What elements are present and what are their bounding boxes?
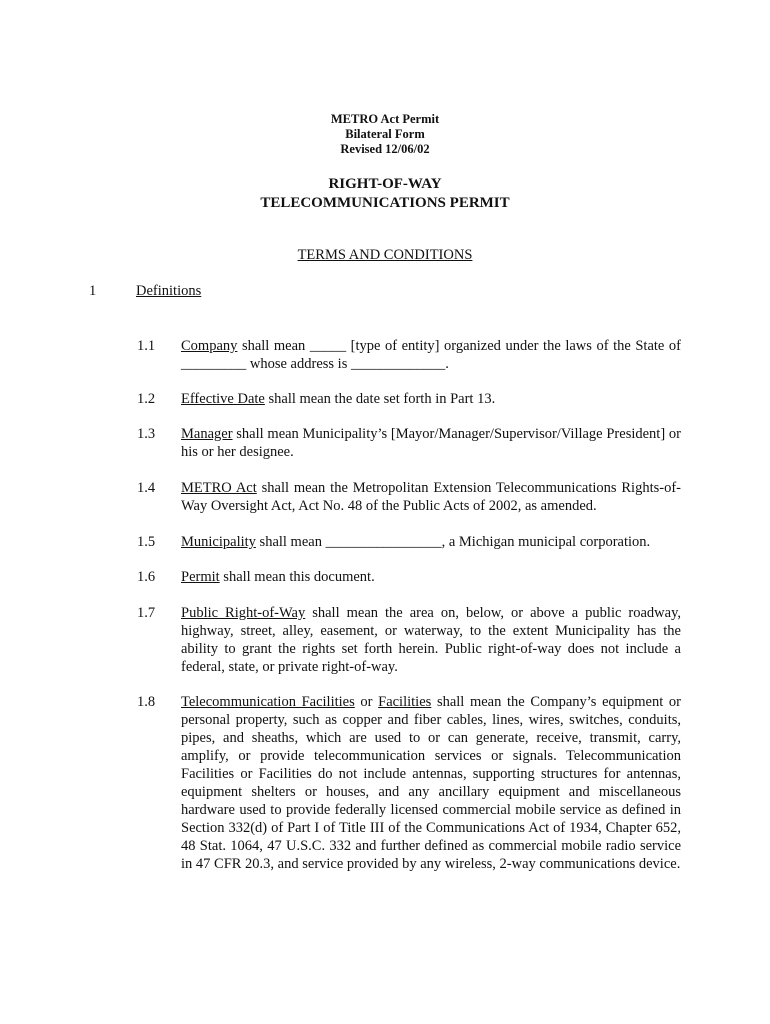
terms-heading: TERMS AND CONDITIONS bbox=[297, 247, 473, 263]
document-title bbox=[0, 175, 770, 213]
definition-text: shall mean ________________, a Michigan municipal corporation. bbox=[255, 534, 651, 550]
definition-term: Manager bbox=[181, 426, 233, 442]
definition-body bbox=[181, 604, 681, 676]
definition-number: 1.4 bbox=[137, 480, 156, 496]
definition-number: 1.8 bbox=[137, 694, 156, 710]
definition-number: 1.2 bbox=[137, 391, 156, 407]
definition-number: 1.6 bbox=[137, 569, 156, 585]
definition-text: shall mean the date set forth in Part 13. bbox=[264, 391, 496, 407]
definition-number: 1.3 bbox=[137, 426, 156, 442]
definition-body bbox=[181, 479, 681, 515]
document-title-line-1: RIGHT-OF-WAY bbox=[328, 176, 442, 192]
definition-connector: or bbox=[354, 694, 379, 710]
definition-term: Permit bbox=[181, 569, 220, 585]
definition-text: shall mean the Company’s equipment or personal property, such as copper and fiber cables, lines, wires, switches, conduits, pipes, and sheaths, which are used to or can generate, receive, transmit, carry, amplify, or provide telecommunication services or signals. Telecommunication Facilities or Facilities do not include antennas, supporting structures for antennas, equipment shelters or houses, and any ancillary equipment and miscellaneous hardware used to provide federally licensed commercial mobile service as defined in Section 332(d) of Part I of Title III of the Communications Act of 1934, Chapter 652, 48 Stat. 1064, 47 U.S.C. 332 and further defined as commercial mobile radio service in 47 CFR 20.3, and service provided by any wireless, 2-way communications device. bbox=[181, 694, 681, 872]
definition-text: shall mean _____ [type of entity] organized under the laws of the State of _________ whose address is _____________. bbox=[181, 338, 681, 372]
definition-number: 1.1 bbox=[137, 338, 156, 354]
definition-body bbox=[181, 568, 681, 586]
definition-text: shall mean this document. bbox=[219, 569, 375, 585]
definition-term: Public Right-of-Way bbox=[181, 605, 306, 621]
section-label: Definitions bbox=[136, 283, 202, 299]
definition-body bbox=[181, 337, 681, 373]
definition-number: 1.5 bbox=[137, 534, 156, 550]
definition-text: shall mean the area on, below, or above a public roadway, highway, street, alley, easement, or waterway, to the extent Municipality has the ability to grant the rights set forth herein. Public right-of-way does not include a federal, state, or private right-of-way. bbox=[181, 605, 681, 675]
definition-term: Effective Date bbox=[181, 391, 265, 407]
section-number: 1 bbox=[89, 283, 97, 299]
form-header bbox=[0, 112, 770, 157]
definition-term: Company bbox=[181, 338, 238, 354]
definition-body bbox=[181, 533, 681, 551]
definition-term: METRO Act bbox=[181, 480, 257, 496]
definition-term: Telecommunication Facilities bbox=[181, 694, 355, 710]
definition-body bbox=[181, 425, 681, 461]
definition-number: 1.7 bbox=[137, 605, 156, 621]
definition-term-alt: Facilities bbox=[378, 694, 432, 710]
form-header-line-3: Revised 12/06/02 bbox=[340, 142, 430, 156]
form-header-line-2: Bilateral Form bbox=[345, 127, 425, 141]
definition-text: shall mean the Metropolitan Extension Telecommunications Rights-of-Way Oversight Act, Act No. 48 of the Public Acts of 2002, as amended. bbox=[181, 480, 681, 514]
definition-body bbox=[181, 390, 681, 408]
form-header-line-1: METRO Act Permit bbox=[330, 112, 440, 126]
document-title-line-2: TELECOMMUNICATIONS PERMIT bbox=[260, 195, 510, 211]
definition-text: shall mean Municipality’s [Mayor/Manager/Supervisor/Village President] or his or her designee. bbox=[181, 426, 681, 460]
definition-body bbox=[181, 693, 681, 873]
definition-term: Municipality bbox=[181, 534, 256, 550]
